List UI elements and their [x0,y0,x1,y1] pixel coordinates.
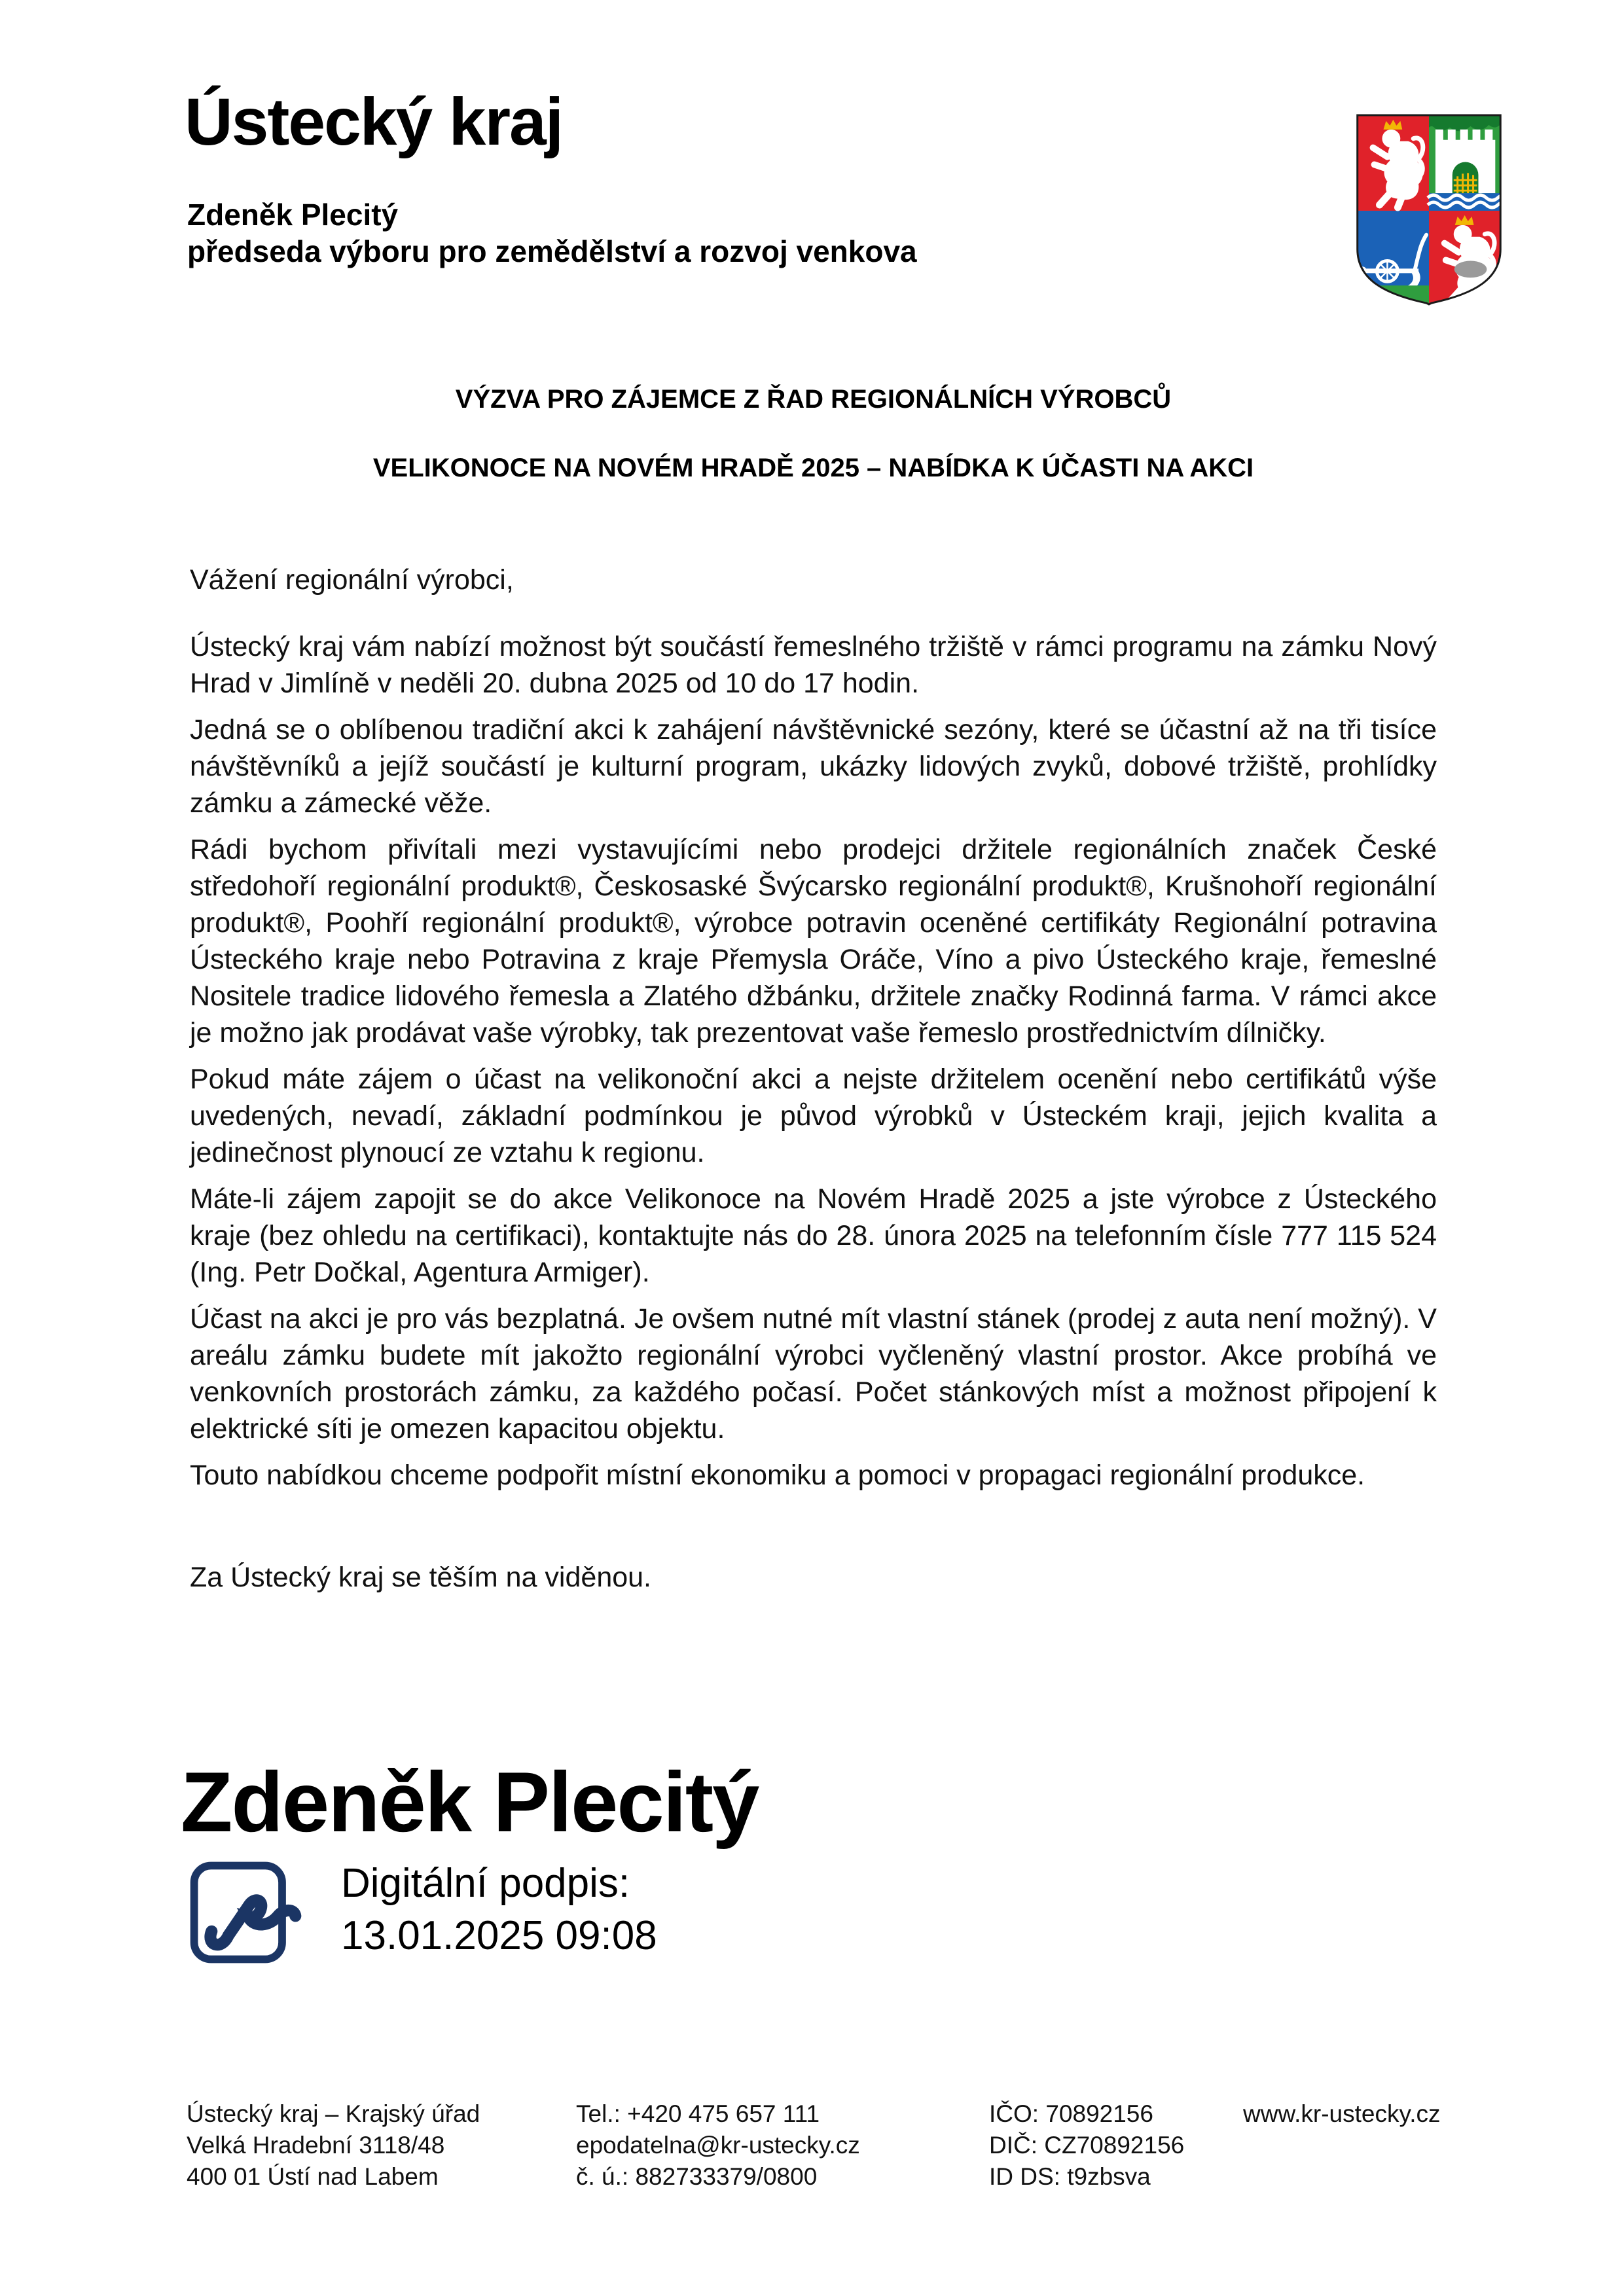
closing-line: Za Ústecký kraj se těším na viděnou. [190,1562,652,1593]
paragraph: Ústecký kraj vám nabízí možnost být součástí řemeslného tržiště v rámci programu na zámku Nový Hrad v Jimlíně v neděli 20. dubna 2025 od 10 do 17 hodin. [190,631,1437,699]
footer-website: www.kr-ustecky.cz [1243,2100,1441,2127]
subject-line-1: VÝZVA PRO ZÁJEMCE Z ŘAD REGIONÁLNÍCH VÝROBCŮ [455,385,1172,414]
organization-title: Ústecký kraj [185,84,563,159]
footer-line: 400 01 Ústí nad Labem [187,2163,439,2190]
footer-line: ID DS: t9zbsva [989,2163,1151,2190]
footer-line: epodatelna@kr-ustecky.cz [576,2132,860,2159]
footer-line: Velká Hradební 3118/48 [187,2132,445,2159]
paragraph: Jedná se o oblíbenou tradiční akci k zahájení návštěvnické sezóny, které se účastní až na tři tisíce návštěvníků a jejíž součástí je kulturní program, ukázky lidových zvyků, dobové tržiště, prohlídky zámku a zámecké věže. [190,714,1437,819]
footer-contact-column [576,2098,860,2193]
footer-line: IČO: 70892156 [989,2100,1153,2127]
paragraph: Máte-li zájem zapojit se do akce Velikonoce na Novém Hradě 2025 a jste výrobce z Ústeckého kraje (bez ohledu na certifikaci), kontaktujte nás do 28. února 2025 na telefonním čísle 777 115 524 (Ing. Petr Dočkal, Agentura Armiger). [190,1183,1437,1288]
subject-block [190,385,1437,483]
footer-address-column [187,2098,480,2193]
paragraph: Touto nabídkou chceme podpořit místní ekonomiku a pomoci v propagaci regionální produkce. [190,1460,1365,1491]
signature-name: Zdeněk Plecitý [181,1754,759,1850]
digital-signature-timestamp: 13.01.2025 09:08 [341,1913,657,1958]
salutation: Vážení regionální výrobci, [190,564,514,596]
footer-line: Tel.: +420 475 657 111 [576,2100,820,2127]
paragraph: Účast na akci je pro vás bezplatná. Je ovšem nutné mít vlastní stánek (prodej z auta není možný). V areálu zámku budete mít jakožto regionální výrobci vyčleněný vlastní prostor. Akce probíhá ve venkovních prostorách zámku, za každého počasí. Počet stánkových míst a možnost připojení k elektrické síti je omezen kapacitou objektu. [190,1303,1437,1444]
paragraph: Rádi bychom přivítali mezi vystavujícími nebo prodejci držitele regionálních značek České středohoří regionální produkt®, Českosaské Švýcarsko regionální produkt®, Krušnohoří regionální produkt®, Poohří regionální produkt®, výrobce potravin oceněné certifikáty Regionální potravina Ústeckého kraje nebo Potravina z kraje Přemysla Oráče, Víno a pivo Ústeckého kraje, řemeslné Nositele tradice lidového řemesla a Zlatého džbánku, držitele značky Rodinná farma. V rámci akce je možno jak prodávat vaše výrobky, tak prezentovat vaše řemeslo prostřednictvím dílničky. [190,834,1437,1049]
footer-registry-column [989,2098,1184,2193]
footer-line: č. ú.: 882733379/0800 [576,2163,818,2190]
subject-line-2: VELIKONOCE NA NOVÉM HRADĚ 2025 – NABÍDKA K ÚČASTI NA AKCI [372,454,1254,482]
sender-role: předseda výboru pro zemědělství a rozvoj venkova [187,234,917,268]
sender-name: Zdeněk Plecitý [187,198,399,232]
paragraph: Pokud máte zájem o účast na velikonoční akci a nejste držitelem ocenění nebo certifikátů výše uvedených, nevadí, základní podmínkou je původ výrobků v Ústeckém kraji, jejich kvalita a jedinečnost plynoucí ze vztahu k regionu. [190,1064,1437,1168]
digital-signature-label: Digitální podpis: [341,1861,630,1906]
sender-block [187,196,917,270]
digital-signature-text [341,1857,657,1962]
usti-region-coat-of-arms-icon [1350,111,1507,306]
footer-line: Ústecký kraj – Krajský úřad [187,2100,480,2127]
letter-body [190,562,1437,1596]
digital-signature-icon [185,1860,337,1965]
footer-line: DIČ: CZ70892156 [989,2132,1185,2159]
footer-website-column [1243,2098,1441,2130]
